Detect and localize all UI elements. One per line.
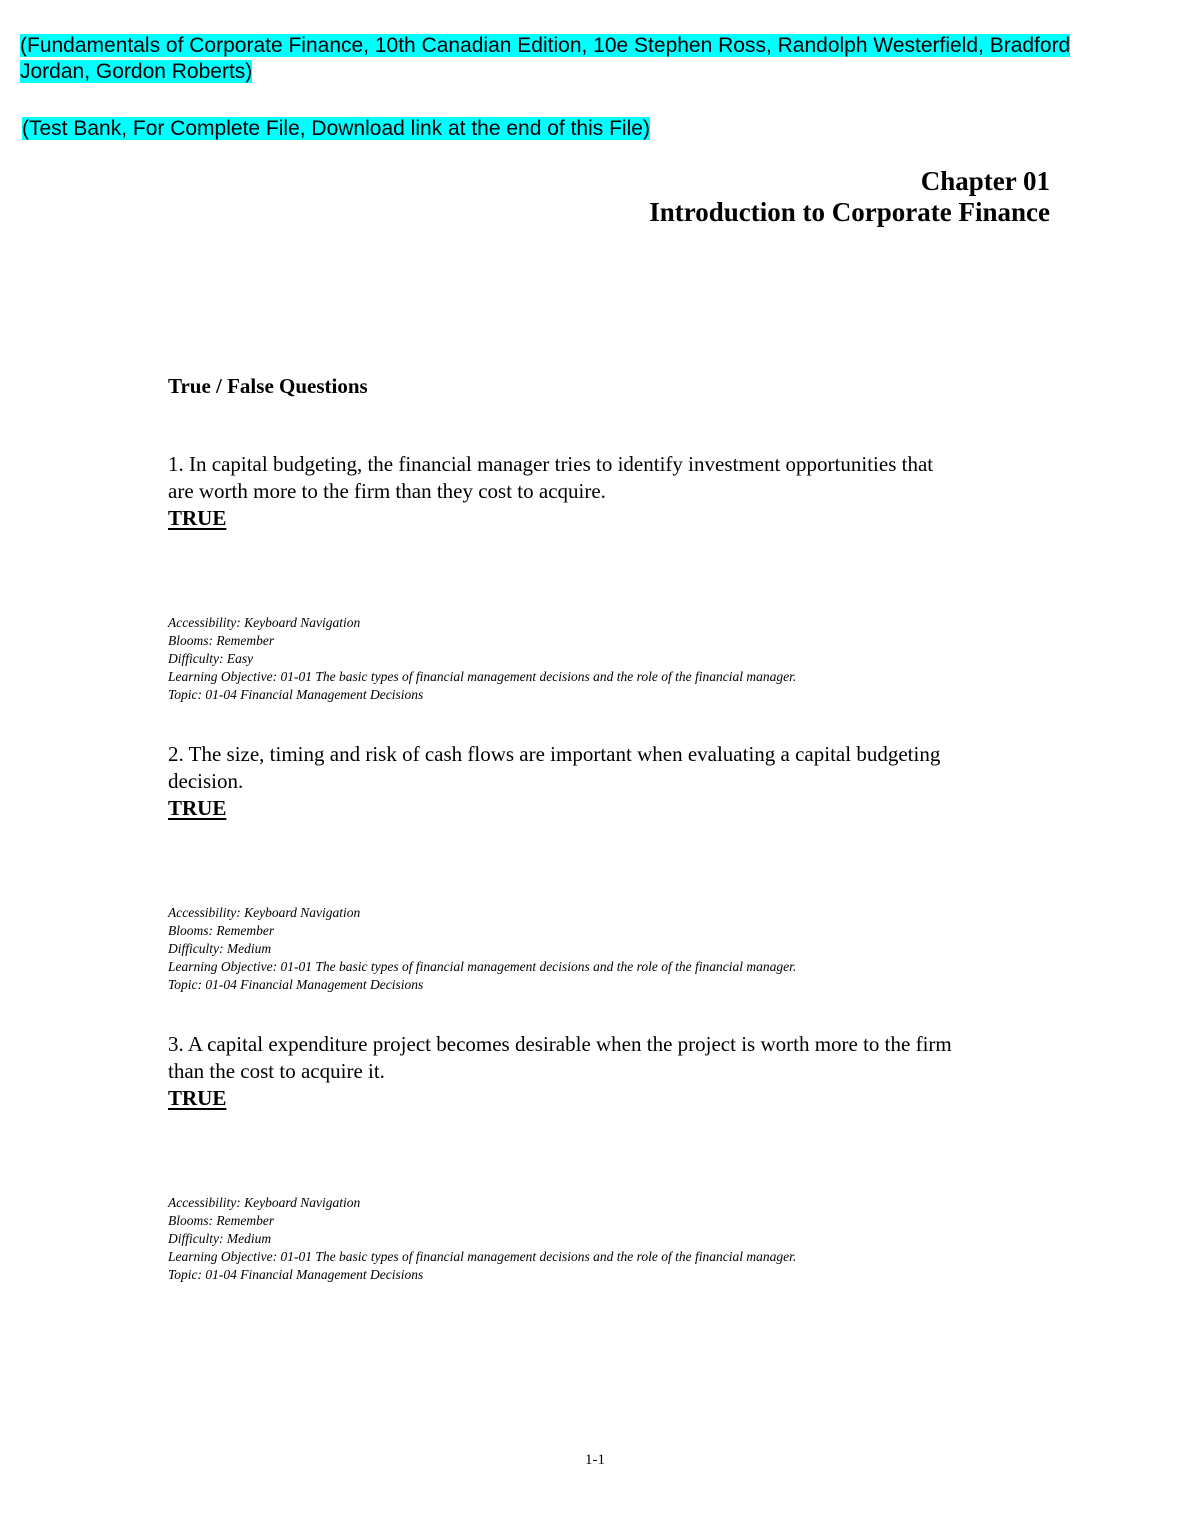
meta-accessibility: Accessibility: Keyboard Navigation [168, 615, 361, 630]
question-metadata [168, 614, 1058, 704]
question-text-line: are worth more to the firm than they cost to acquire. [168, 479, 606, 503]
section-title: True / False Questions [168, 374, 368, 398]
meta-topic: Topic: 01-04 Financial Management Decisions [168, 977, 424, 992]
banner-line-2 [20, 59, 252, 85]
question-answer: TRUE [168, 506, 227, 530]
banner-line-1 [20, 33, 1070, 59]
banner-line-3-text: (Test Bank, For Complete File, Download link at the end of this File) [22, 117, 650, 140]
chapter-heading [649, 166, 1050, 228]
meta-difficulty: Difficulty: Easy [168, 651, 254, 666]
question-text-line: than the cost to acquire it. [168, 1059, 385, 1083]
chapter-number: Chapter 01 [920, 166, 1050, 196]
meta-learning-objective: Learning Objective: 01-01 The basic types of financial management decisions and the role of the financial manager. [168, 1249, 797, 1264]
question-text-line: 3. A capital expenditure project becomes desirable when the project is worth more to the firm [168, 1032, 952, 1056]
meta-topic: Topic: 01-04 Financial Management Decisions [168, 1267, 424, 1282]
meta-difficulty: Difficulty: Medium [168, 1231, 272, 1246]
question-text-line: 2. The size, timing and risk of cash flows are important when evaluating a capital budgeting [168, 742, 941, 766]
meta-blooms: Blooms: Remember [168, 923, 275, 938]
banner-line-2-text: Jordan, Gordon Roberts) [20, 60, 253, 83]
meta-accessibility: Accessibility: Keyboard Navigation [168, 905, 361, 920]
question-text-line: decision. [168, 769, 244, 793]
question-answer: TRUE [168, 1086, 227, 1110]
meta-learning-objective: Learning Objective: 01-01 The basic types of financial management decisions and the role of the financial manager. [168, 959, 797, 974]
question-item [168, 741, 1058, 994]
question-item [168, 451, 1058, 704]
page-number: 1-1 [585, 1452, 605, 1468]
question-text-line: 1. In capital budgeting, the financial manager tries to identify investment opportunities that [168, 452, 934, 476]
question-answer: TRUE [168, 796, 227, 820]
question-metadata [168, 1194, 1058, 1284]
banner-line-1-text: (Fundamentals of Corporate Finance, 10th Canadian Edition, 10e Stephen Ross, Randolph Westerfield, Bradford [20, 34, 1071, 57]
meta-difficulty: Difficulty: Medium [168, 941, 272, 956]
meta-blooms: Blooms: Remember [168, 1213, 275, 1228]
meta-topic: Topic: 01-04 Financial Management Decisions [168, 687, 424, 702]
banner-line-3 [22, 116, 650, 142]
question-item [168, 1031, 1058, 1284]
meta-learning-objective: Learning Objective: 01-01 The basic types of financial management decisions and the role of the financial manager. [168, 669, 797, 684]
meta-accessibility: Accessibility: Keyboard Navigation [168, 1195, 361, 1210]
question-metadata [168, 904, 1058, 994]
meta-blooms: Blooms: Remember [168, 633, 275, 648]
chapter-title: Introduction to Corporate Finance [649, 197, 1050, 227]
